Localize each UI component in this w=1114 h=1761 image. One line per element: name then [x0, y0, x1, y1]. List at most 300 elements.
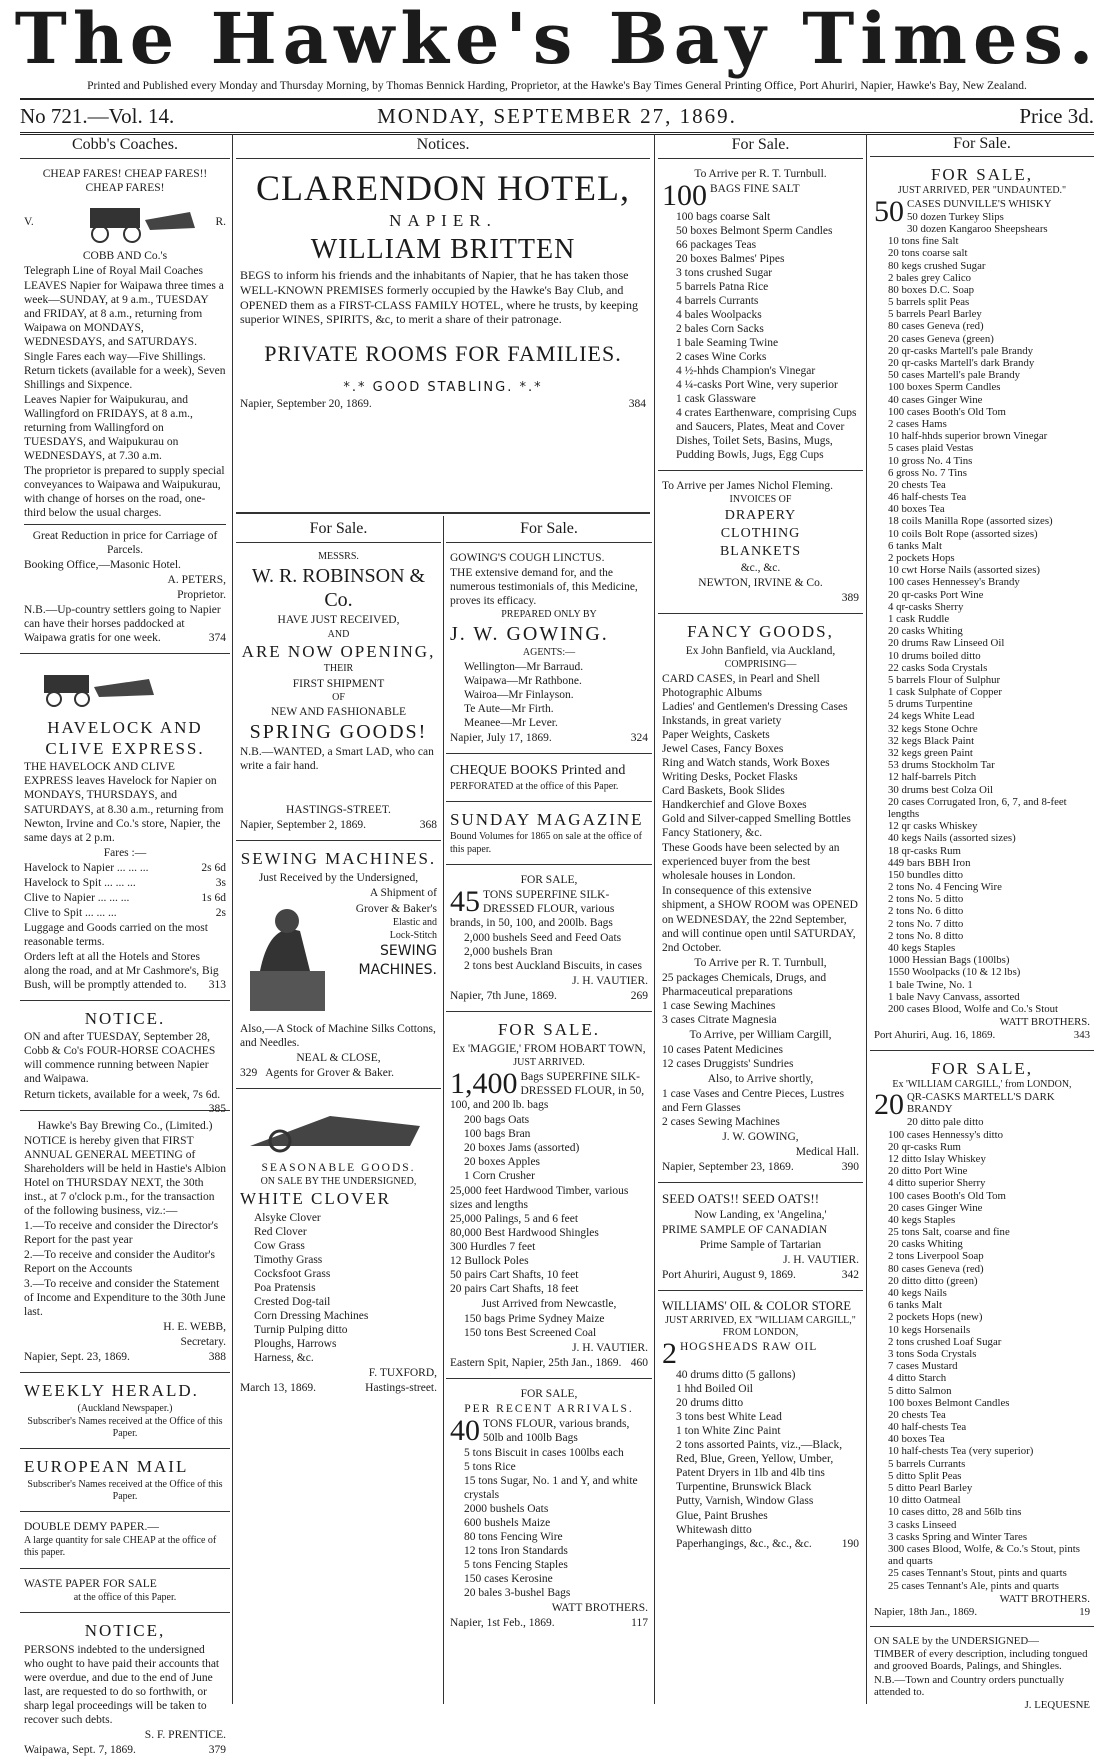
- williams-big: 2: [662, 1337, 677, 1371]
- list-item: 20 casks Whiting: [888, 1238, 963, 1251]
- list-item: 80 boxes D.C. Soap: [888, 283, 975, 296]
- cobb-sign2: Proprietor.: [177, 588, 226, 601]
- list-item: 4 bales Woolpacks: [676, 308, 762, 321]
- list-item: 200 cases Blood, Wolfe and Co.'s Stout: [888, 1002, 1059, 1015]
- list-item: 53 drums Stockholm Tar: [888, 759, 995, 772]
- gowing-ad: [446, 547, 652, 750]
- watt-recent-ad: [446, 1383, 652, 1634]
- r-letter: R.: [215, 215, 226, 228]
- list-item: 2 tons best Auckland Biscuits, in cases: [464, 959, 642, 972]
- list-item: 5 barrels Pearl Barley: [888, 308, 982, 321]
- williams-list: [662, 1368, 859, 1550]
- list-item: 2 pockets Hops: [888, 552, 955, 565]
- euro-body: Subscriber's Names received at the Office of this Paper.: [27, 1478, 223, 1502]
- forsale2-ex: Ex 'MAGGIE,' FROM HOBART TOWN,: [452, 1042, 646, 1055]
- notice2-sign: S. F. PRENTICE.: [144, 1728, 226, 1741]
- issue-number: No 721.—Vol. 14.: [20, 104, 175, 128]
- cobb-reduction: Great Reduction in price for Carriage of Parcels.: [32, 529, 218, 556]
- list-item: Jewel Cases, Fancy Boxes: [662, 743, 784, 756]
- seed-item: Cow Grass: [254, 1240, 305, 1253]
- sewing-title: SEWING MACHINES.: [240, 849, 437, 869]
- seed-list: [240, 1211, 437, 1365]
- s3-body: TIMBER of every description, including tongued and grooved Boards, Palings, and Shingles.: [874, 1648, 1088, 1673]
- timber-list: [450, 1184, 648, 1296]
- s2-sign: WATT BROTHERS.: [999, 1592, 1090, 1605]
- list-item: 2 bales grey Calico: [888, 271, 972, 284]
- cobb-sign: A. PETERS,: [167, 573, 226, 586]
- list-item: 2 tons No. 6 ditto: [888, 905, 964, 918]
- cheap-fares: CHEAP FARES! CHEAP FARES!! CHEAP FARES!: [42, 167, 208, 194]
- list-item: Photographic Albums: [662, 687, 762, 700]
- sewing-machine-icon: [240, 901, 335, 1021]
- also-date: Napier, September 23, 1869. 390: [662, 1160, 859, 1173]
- euro-title: EUROPEAN MAIL: [24, 1457, 189, 1477]
- seasonable-date: March 13, 1869. Hastings-street.: [240, 1382, 437, 1395]
- cobb-body: LEAVES Napier for Waipawa three times a week—SUNDAY, at 9 a.m., TUESDAY and FRIDAY, at 8 a.m., returning from Waipawa on MONDAYS, WEDNESDAYS, and SATURDAYS.: [24, 279, 224, 348]
- notice-return: Return tickets, available for a week, 7s 6d. 385: [24, 1088, 226, 1115]
- williams-ex: JUST ARRIVED, EX "WILLIAM CARGILL," FROM LONDON,: [665, 1314, 856, 1339]
- list-item: 40 kegs Nails: [888, 1287, 947, 1300]
- sewing-sign: NEAL & CLOSE,: [296, 1052, 381, 1065]
- list-item: Handkerchief and Glove Boxes: [662, 799, 807, 812]
- turnbull2-title: To Arrive per R. T. Turnbull,: [694, 956, 827, 969]
- demy-body: A large quantity for sale CHEAP at the office of this paper.: [24, 1535, 217, 1559]
- section-rule: [236, 512, 650, 514]
- list-item: 100 cases Booth's Old Tom: [888, 1189, 1006, 1202]
- cheque-books-ad: [446, 758, 652, 796]
- list-item: 2 bales Corn Sacks: [676, 322, 764, 335]
- weekly-herald-ad: [20, 1377, 230, 1444]
- cobb-subtitle: Telegraph Line of Royal Mail Coaches: [24, 264, 203, 277]
- fleming-ad: [658, 475, 863, 609]
- arrive-list: [662, 210, 859, 462]
- cobb-leaves: Leaves Napier for Waipukurau, and Wallingford on FRIDAYS, at 8 a.m., returning from Wallingford on TUESDAYS, and Waipukurau on WEDNESDAYS, at 7.30 a.m.: [24, 393, 193, 462]
- brewing-item: 3.—To receive and consider the Statement of Income and Expenditure to the 30th June last.: [24, 1277, 226, 1318]
- s2-title: FOR SALE,: [930, 1058, 1034, 1078]
- s3-nb: N.B.—Town and Country orders punctually attended to.: [874, 1673, 1064, 1698]
- list-item: 150 cases Kerosine: [464, 1573, 553, 1586]
- list-item: 30 drums best Colza Oil: [888, 783, 993, 796]
- list-item: 1 bale Twine, No. 1: [888, 978, 973, 991]
- list-item: 40 cases Ginger Wine: [888, 393, 983, 406]
- turnbull2-list: [662, 971, 859, 1027]
- havelock-orders: Orders left at all the Hotels and Stores along the road, and at Mr Cashmore's, Big Bush, will be promptly attended to. 313: [24, 950, 226, 991]
- list-item: 4 ditto Starch: [888, 1372, 947, 1385]
- list-item: 25,000 Palings, 5 and 6 feet: [450, 1213, 579, 1226]
- list-item: 40 kegs Staples: [888, 942, 956, 955]
- list-item: 10 cases ditto, 28 and 56lb tins: [888, 1506, 1022, 1519]
- forsale2-big: 1,400: [450, 1066, 518, 1100]
- robinson-date: Napier, September 2, 1869. 368: [240, 819, 437, 832]
- list-item: 20 pairs Cart Shafts, 18 feet: [450, 1283, 579, 1296]
- notice-ad: [20, 1005, 230, 1115]
- list-item: Putty, Varnish, Window Glass: [676, 1495, 814, 1508]
- list-item: 3 tons crushed Sugar: [676, 266, 773, 279]
- list-item: 1000 Hessian Bags (100lbs): [888, 954, 1010, 967]
- forsale1-list: [450, 931, 648, 973]
- list-item: 2 tons crushed Loaf Sugar: [888, 1335, 1002, 1348]
- wanted-lad: N.B.—WANTED, a Smart LAD, who can write a fair hand.: [240, 746, 434, 773]
- weekly-body: Subscriber's Names received at the Office of this Paper.: [27, 1415, 223, 1439]
- seed-item: Alsyke Clover: [254, 1212, 321, 1225]
- seasonable-sign: F. TUXFORD,: [368, 1367, 437, 1380]
- column-gowing: [446, 518, 652, 1704]
- seed-item: Cocksfoot Grass: [254, 1268, 331, 1281]
- their-label: THEIR: [323, 663, 354, 675]
- first-shipment: FIRST SHIPMENT: [292, 677, 385, 690]
- column-notices: [236, 134, 650, 514]
- list-item: 2000 bushels Oats: [464, 1503, 549, 1516]
- column-rule: [654, 134, 655, 1704]
- list-item: 10 half-hhds superior brown Vinegar: [888, 430, 1048, 443]
- list-item: 20 boxes Jams (assorted): [464, 1141, 580, 1154]
- notice2-title: NOTICE,: [84, 1620, 166, 1640]
- list-item: 25 cases Tennant's Ale, pints and quarts: [888, 1579, 1060, 1592]
- list-item: 20 ditto Port Wine: [888, 1165, 968, 1178]
- s1-arrived: JUST ARRIVED, PER "UNDAUNTED.": [897, 185, 1067, 197]
- list-item: 20 boxes Balmes' Pipes: [676, 252, 785, 265]
- list-item: 32 kegs Black Paint: [888, 734, 975, 747]
- forsale1-title: FOR SALE,: [520, 873, 578, 886]
- of-label: OF: [332, 691, 345, 703]
- column-header: For Sale.: [236, 518, 441, 543]
- list-item: 32 kegs green Paint: [888, 747, 973, 760]
- sewing-also: Also,—A Stock of Machine Silks Cottons, and Needles.: [240, 1023, 436, 1050]
- fare-row: Clive to Spit ... ... ... 2s: [24, 906, 226, 919]
- havelock-ad: [20, 658, 230, 996]
- sewing-sewing: SEWING: [379, 943, 437, 960]
- list-item: 5 ditto Split Peas: [888, 1469, 962, 1482]
- list-item: 15 tons Sugar, No. 1 and Y, and white crystals: [464, 1475, 638, 1502]
- list-item: 1 cask Ruddle: [888, 612, 950, 625]
- s2-date: Napier, 18th Jan., 1869. 19: [874, 1605, 1090, 1618]
- newcastle: Just Arrived from Newcastle,: [481, 1298, 617, 1311]
- list-item: Writing Desks, Pocket Flasks: [662, 771, 798, 784]
- hotel-private: PRIVATE ROOMS FOR FAMILIES.: [264, 340, 622, 366]
- column-rule: [443, 516, 444, 1704]
- list-item: 46 half-chests Tea: [888, 491, 967, 504]
- list-item: 2 cases Sewing Machines: [662, 1115, 780, 1128]
- also-list: [662, 1087, 859, 1129]
- fleming-sign: NEWTON, IRVINE & Co.: [698, 577, 823, 590]
- list-item: 4 qr-casks Sherry: [888, 600, 964, 613]
- prentice-notice-ad: [20, 1617, 230, 1761]
- list-item: 25 cases Tennant's Stout, pints and quarts: [888, 1567, 1067, 1580]
- list-item: 40 half-chests Tea: [888, 1421, 967, 1434]
- list-item: Inkstands, in great variety: [662, 715, 782, 728]
- list-item: Gold and Silver-capped Smelling Bottles: [662, 813, 851, 826]
- list-item: 40 drums ditto (5 gallons): [676, 1369, 796, 1382]
- list-item: 22 casks Soda Crystals: [888, 661, 988, 674]
- now-opening: ARE NOW OPENING,: [241, 641, 436, 661]
- list-item: 25 packages Chemicals, Drugs, and Pharmaceutical preparations: [662, 971, 827, 998]
- seed-date: Port Ahuriri, August 9, 1869. 342: [662, 1268, 859, 1281]
- fleming-etc: &c., &c.: [740, 562, 781, 575]
- list-item: 12 Bullock Poles: [450, 1255, 529, 1268]
- list-item: 1 case Sewing Machines: [662, 999, 776, 1012]
- arrive-line: BAGS FINE SALT: [710, 182, 800, 195]
- list-item: 4 crates Earthenware, comprising Cups and Saucers, Plates, Meat and Cover Dishes, Toilet Sets, Basins, Mugs, Pudding Bowls, Jugs, Egg Cups: [676, 406, 857, 461]
- list-item: 4 barrels Currants: [676, 294, 759, 307]
- list-item: Whitewash ditto: [676, 1523, 752, 1536]
- list-item: 20 qr-casks Martell's dark Brandy: [888, 357, 1035, 370]
- fancy-goods-ad: [658, 618, 863, 1177]
- list-item: 100 boxes Sperm Candles: [888, 381, 1001, 394]
- list-item: 40 boxes Tea: [888, 1433, 945, 1446]
- list-item: 20 cases Ginger Wine: [888, 1201, 983, 1214]
- list-item: 10 coils Bolt Rope (assorted sizes): [888, 527, 1038, 540]
- list-item: 5 ditto Salmon: [888, 1384, 952, 1397]
- fancy-consequence: In consequence of this extensive shipment, a SHOW ROOM was OPENED on WEDNESDAY, the 22nd September, and will continue open until SATURDAY, 2nd October.: [662, 885, 858, 954]
- s2-line: QR-CASKS MARTELL'S DARK BRANDY: [907, 1091, 1055, 1116]
- robinson-name: W. R. ROBINSON & Co.: [251, 564, 426, 612]
- maggie-ad: [446, 1016, 652, 1374]
- forsale2-arrived: JUST ARRIVED.: [513, 1056, 585, 1068]
- list-item: 1 cask Sulphate of Copper: [888, 686, 1002, 699]
- list-item: 10 half-chests Tea (very superior): [888, 1445, 1034, 1458]
- gowing-body: THE extensive demand for, and the numerous testimonials of, this Medicine, proves its efficacy.: [450, 566, 638, 607]
- clarendon-hotel-ad: [236, 163, 650, 415]
- list-item: 5 tons Rice: [464, 1461, 516, 1474]
- forsale1-line: TONS SUPERFINE SILK-DRESSED FLOUR, various brands, in 50, 100, and 200lb. Bags: [450, 888, 615, 929]
- list-item: 100 cases Hennessy's ditto: [888, 1128, 1003, 1141]
- white-clover: WHITE CLOVER: [240, 1189, 392, 1209]
- cobb-title: COBB AND Co.'s: [82, 249, 168, 262]
- list-item: 20 casks Whiting: [888, 625, 963, 638]
- list-item: 18 qr-casks Rum: [888, 844, 961, 857]
- list-item: 2 tons No. 4 Fencing Wire: [888, 881, 1002, 894]
- list-item: 20 ditto ditto (green): [888, 1274, 978, 1287]
- fancy-comprising: COMPRISING—: [724, 659, 797, 671]
- weekly-sub: (Auckland Newspaper.): [77, 1402, 173, 1414]
- masthead: [0, 0, 1114, 78]
- list-item: 50 pairs Cart Shafts, 10 feet: [450, 1269, 579, 1282]
- list-item: 150 bags Prime Sydney Maize: [464, 1313, 605, 1326]
- hotel-title: CLARENDON HOTEL,: [256, 167, 630, 208]
- list-item: 5 drums Turpentine: [888, 698, 973, 711]
- list-item: 6 tanks Malt: [888, 1299, 942, 1312]
- list-item: 7 cases Mustard: [888, 1360, 958, 1373]
- column-robinson: [236, 518, 441, 1704]
- list-item: 1 ton White Zinc Paint: [676, 1425, 781, 1438]
- list-item: 4 ½-hhds Champion's Vinegar: [676, 364, 816, 377]
- s1-title: FOR SALE,: [930, 165, 1034, 185]
- list-item: 5 barrels split Peas: [888, 296, 970, 309]
- agents-list: [450, 660, 648, 730]
- column-rule: [866, 134, 867, 1704]
- forsale3-line: TONS FLOUR, various brands, 50lb and 100lb Bags: [483, 1418, 630, 1445]
- list-item: 80 cases Geneva (red): [888, 320, 984, 333]
- forsale3-date: Napier, 1st Feb., 1869. 117: [450, 1617, 648, 1630]
- list-item: 50 dozen Turkey Slips: [907, 210, 1004, 223]
- sewing-ship: A Shipment of: [369, 887, 437, 900]
- s2-big: 20: [874, 1088, 904, 1122]
- turnbull-ad: [658, 163, 863, 466]
- fare-row: Clive to Napier ... ... ... 1s 6d: [24, 891, 226, 904]
- list-item: 3 tons Soda Crystals: [888, 1347, 977, 1360]
- list-item: 2 cases Hams: [888, 417, 947, 430]
- list-item: 20 qr-casks Port Wine: [888, 588, 984, 601]
- coach-icon: [50, 200, 200, 244]
- column-header: Notices.: [236, 134, 650, 159]
- list-item: 1 bale Seaming Twine: [676, 336, 779, 349]
- vautier-flour-ad: [446, 869, 652, 1007]
- list-item: 20 qr-casks Martell's pale Brandy: [888, 344, 1034, 357]
- s1-big: 50: [874, 194, 904, 228]
- messrs: MESSRS.: [318, 550, 359, 562]
- list-item: 100 bags coarse Salt: [676, 210, 771, 223]
- seasonable-sub: ON SALE BY THE UNDERSIGNED,: [260, 1176, 417, 1188]
- also-hall: Medical Hall.: [795, 1145, 859, 1158]
- forsale3-title: FOR SALE,: [520, 1388, 578, 1401]
- list-item: 80 tons Fencing Wire: [464, 1531, 563, 1544]
- cheque-body: PERFORATED at the office of this Paper.: [450, 780, 619, 792]
- sewing-machines-ad: [236, 845, 441, 1084]
- fares-label: Fares :—: [103, 846, 147, 859]
- list-item: 80 cases Geneva (red): [888, 1262, 984, 1275]
- list-item: 300 Hurdles 7 feet: [450, 1241, 536, 1254]
- list-item: 20 cases Corrugated Iron, 6, 7, and 8-feet lengths: [888, 795, 1067, 820]
- new-fashionable: NEW AND FASHIONABLE: [270, 705, 407, 718]
- cargill-list: [662, 1043, 859, 1071]
- and-label: AND: [327, 628, 350, 640]
- issue-price: Price 3d.: [1019, 104, 1094, 128]
- list-item: 1 bale Navy Canvass, assorted: [888, 990, 1020, 1003]
- also-title: Also, to Arrive shortly,: [707, 1072, 814, 1085]
- fancy-selected: These Goods have been selected by an experienced buyer from the best wholesale houses in London.: [662, 842, 840, 883]
- list-item: 32 kegs Stone Ochre: [888, 722, 978, 735]
- list-item: 1 cask Glassware: [676, 392, 756, 405]
- fleming-title: To Arrive per James Nichol Fleming.: [662, 479, 834, 492]
- column-watt-brothers: [870, 134, 1094, 1712]
- fleming-invoices: INVOICES OF: [729, 493, 792, 505]
- list-item: 3 casks Linseed: [888, 1518, 957, 1531]
- seed-item: Ploughs, Harrows: [254, 1338, 337, 1351]
- gowing-title: GOWING'S COUGH LINCTUS.: [450, 551, 605, 564]
- agent-item: Te Aute—Mr Firth.: [464, 703, 554, 716]
- list-item: 20 qr-casks Rum: [888, 1140, 961, 1153]
- list-item: 20 bales 3-bushel Bags: [464, 1587, 571, 1600]
- brewing-body: NOTICE is hereby given that FIRST ANNUAL GENERAL MEETING of Shareholders will be held in Hastie's Albion Hotel on THURSDAY NEXT, the 30th inst., at 7 o'clock p.m., for the transaction of the following business, viz.:—: [24, 1134, 227, 1217]
- list-item: 100 boxes Belmont Candles: [888, 1396, 1010, 1409]
- williams-oil-ad: [658, 1295, 863, 1555]
- brewing-title: Hawke's Bay Brewing Co., (Limited.): [37, 1119, 213, 1132]
- sunday-magazine-ad: [446, 806, 652, 860]
- column-cobbs-coaches: [20, 134, 230, 1756]
- list-item: 20 tons coarse salt: [888, 247, 968, 260]
- list-item: Ring and Watch stands, Work Boxes: [662, 757, 830, 770]
- fare-row: Havelock to Spit ... ... ... 3s: [24, 876, 226, 889]
- sunday-body: Bound Volumes for 1865 on sale at the office of this paper.: [450, 831, 642, 855]
- arrive-big: 100: [662, 178, 707, 212]
- seed-item: Timothy Grass: [254, 1254, 323, 1267]
- list-item: 150 bundles ditto: [888, 868, 963, 881]
- list-item: 2,000 bushels Bran: [464, 945, 553, 958]
- list-item: 20 drums Raw Linseed Oil: [888, 637, 1005, 650]
- forsale2-line: Bags SUPERFINE SILK-DRESSED FLOUR, in 50, 100, and 200 lb. bags: [450, 1070, 645, 1111]
- list-item: 1 case Vases and Centre Pieces, Lustres and Fern Glasses: [662, 1087, 845, 1114]
- double-demy-ad: [20, 1516, 230, 1563]
- agent-item: Wairoa—Mr Finlayson.: [464, 689, 574, 702]
- list-item: 20 chests Tea: [888, 1408, 946, 1421]
- dateline: [20, 102, 1094, 135]
- brewing-item: 1.—To receive and consider the Director's Report for the past year: [24, 1219, 219, 1246]
- seed-title: SEED OATS!! SEED OATS!!: [662, 1190, 820, 1206]
- forsale2-list: [450, 1113, 648, 1183]
- list-item: 2 tons No. 7 ditto: [888, 917, 964, 930]
- list-item: 5 tons Biscuit in cases 100lbs each: [464, 1447, 624, 1460]
- list-item: 12 tons Iron Standards: [464, 1545, 568, 1558]
- forsale3-big: 40: [450, 1414, 480, 1448]
- seed-sign: J. H. VAUTIER.: [783, 1253, 859, 1266]
- list-item: 12 cases Druggists' Sundries: [662, 1057, 794, 1070]
- list-item: 2 cases Wine Corks: [676, 350, 767, 363]
- list-item: 20 chests Tea: [888, 478, 946, 491]
- brewing-item: 2.—To receive and consider the Auditor's Report on the Accounts: [24, 1248, 215, 1275]
- list-item: 80,000 Best Hardwood Shingles: [450, 1227, 599, 1240]
- coach-icon: [24, 665, 174, 709]
- list-item: 12 qr casks Whiskey: [888, 820, 978, 833]
- hotel-body: BEGS to inform his friends and the inhabitants of Napier, that he has taken those WELL-KNOWN PREMISES formerly occupied by the Hawke's Bay Club, and OPENED them as a FIRST-CLASS FAMILY HOTEL, where he trusts, by keeping superior WINES, SPIRITS, &c, to merit a share of their patronage.: [240, 268, 638, 327]
- fleming-num: 389: [841, 592, 859, 605]
- list-item: 40 kegs Staples: [888, 1213, 956, 1226]
- list-item: 4 ¼-casks Port Wine, very superior: [676, 378, 838, 391]
- brewing-date: Napier, Sept. 23, 1869. 388: [24, 1350, 226, 1363]
- list-item: 80 kegs crushed Sugar: [888, 259, 986, 272]
- list-item: 150 tons Best Screened Coal: [464, 1327, 597, 1340]
- list-item: 12 half-barrels Pitch: [888, 771, 977, 784]
- also-sign: J. W. GOWING,: [722, 1130, 799, 1143]
- issue-date: MONDAY, SEPTEMBER 27, 1869.: [377, 104, 737, 128]
- seed-prime2: Prime Sample of Tartarian: [699, 1238, 822, 1251]
- forsale3-sub: PER RECENT ARRIVALS.: [464, 1403, 634, 1416]
- plough-icon: [240, 1096, 430, 1156]
- list-item: 12 ditto Islay Whiskey: [888, 1152, 986, 1165]
- list-item: 6 tanks Malt: [888, 539, 942, 552]
- newspaper-title: The Hawke's Bay Times.: [14, 0, 1100, 80]
- hotel-date: Napier, September 20, 1869. 384: [240, 397, 646, 410]
- agent-item: Waipawa—Mr Rathbone.: [464, 675, 582, 688]
- undaunted-ad: [870, 161, 1094, 1045]
- notice-body: ON and after TUESDAY, September 28, Cobb & Co's FOUR-HORSE COACHES will commence running between Napier and Waipawa.: [24, 1031, 216, 1086]
- list-item: 449 bars BBH Iron: [888, 856, 971, 869]
- forsale1-sign: J. H. VAUTIER.: [572, 974, 648, 987]
- list-item: 20 drums ditto: [676, 1397, 744, 1410]
- ad-number: 374: [208, 631, 226, 644]
- sewing-agents: 329 Agents for Grover & Baker.: [240, 1067, 394, 1080]
- arrive-title: To Arrive per R. T. Turnbull.: [694, 167, 827, 180]
- s1-sign: WATT BROTHERS.: [999, 1016, 1090, 1029]
- list-item: Glue, Paint Brushes: [676, 1509, 768, 1522]
- list-item: 200 bags Oats: [464, 1113, 530, 1126]
- list-item: 40 boxes Tea: [888, 503, 945, 516]
- s2-list: [874, 1116, 1090, 1591]
- list-item: 10 tons fine Salt: [888, 235, 959, 248]
- list-item: 25 tons Salt, coarse and fine: [888, 1226, 1010, 1239]
- list-item: 2,000 bushels Seed and Feed Oats: [464, 931, 622, 944]
- list-item: 2 tons Liverpool Soap: [888, 1250, 984, 1263]
- seed-item: Crested Dog-tail: [254, 1296, 331, 1309]
- cargill-title: To Arrive, per William Cargill,: [689, 1028, 832, 1041]
- list-item: 5 barrels Flour of Sulphur: [888, 673, 1001, 686]
- cobb-ad: [20, 163, 230, 649]
- list-item: 20 ditto pale ditto: [907, 1116, 984, 1129]
- sewing-lock: Lock-Stitch: [389, 930, 437, 942]
- list-item: 600 bushels Maize: [464, 1517, 551, 1530]
- list-item: 100 cases Booth's Old Tom: [888, 405, 1006, 418]
- list-item: Paper Weights, Caskets: [662, 729, 770, 742]
- fancy-list: [662, 672, 859, 840]
